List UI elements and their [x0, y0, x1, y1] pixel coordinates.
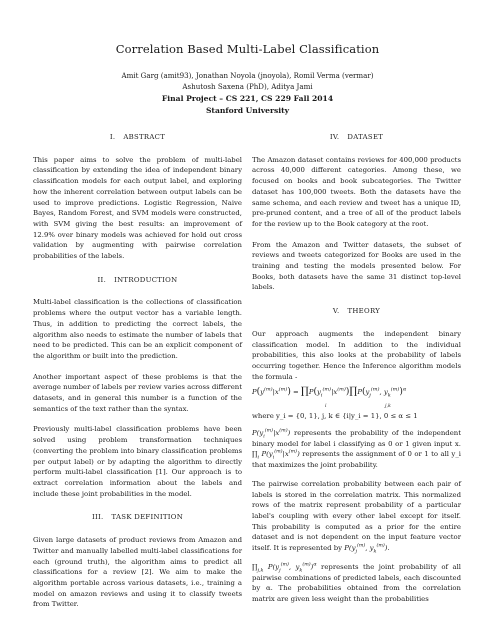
theory-paragraph-1: Our approach augments the independent binary classification model. In addition to the individual probabilities, this also looks at the probability of labels occurring together. Hence the Inference algorithm models the formula -: [252, 329, 461, 381]
left-column: [33, 124, 242, 610]
task-text: Given large datasets of product reviews from Amazon and Twitter and manually labelled multi-label classifications for each (ground truth), the algorithm aims to predict all classifications for a review [2]. We aim to make the algorithm portable across various datasets, i.e., training a model on amazon reviews and using it to classify tweets from Twitter.: [33, 536, 242, 609]
abstract-text: This paper aims to solve the problem of multi-label classification by extending the idea of independent binary classification models for each output label, and exploring how the inherent correlation between output labels can be used to improve predictions. Logistic Regression, Naive Bayes, Random Forest, and SVM models were constructed, with SVM giving the best results: an improvement of 12.9% over binary models was achieved for hold out cross validation by augmenting with pairwise correlation probabilities of the labels.: [33, 155, 242, 261]
university-line: Stanford University: [205, 106, 290, 115]
section-number: V.: [332, 307, 340, 316]
right-column: [252, 124, 461, 605]
author-line-2: Ashutosh Saxena (PhD), Aditya Jami: [182, 82, 313, 91]
section-title: INTRODUCTION: [114, 275, 178, 284]
dataset-paragraph-2: From the Amazon and Twitter datasets, the subset of reviews and tweets categorized for Books are used in the training and testing the models presented below. For Books, both datasets have the same 31 distinct top-level labels.: [252, 240, 461, 292]
theory-paragraph-2a: represents the probability of the independent binary model for label i classifying as 0 or 1 given input x.: [252, 429, 461, 448]
dataset-heading: [252, 132, 461, 143]
section-title: TASK DEFINITION: [111, 513, 184, 522]
paper-title: Correlation Based Multi-Label Classification: [115, 42, 380, 56]
author-line-1: Amit Garg (amit93), Jonathan Noyola (jnoyola), Romil Verma (vermar): [121, 71, 374, 80]
section-number: III.: [91, 513, 104, 522]
section-number: IV.: [329, 133, 340, 141]
introduction-heading: [33, 275, 242, 286]
theory-paragraph-4-text: represents the joint probability of all pairwise combinations of predicted labels, each discounted by α. The probabilities obtained from the correlation matrix are given less weight than the probabilities: [252, 562, 461, 603]
section-number: II.: [97, 275, 107, 284]
section-title: ABSTRACT: [123, 133, 166, 141]
theory-paragraph-2: $P(y_i^{(m)}|x^{(m)})$ represents the probability of the independent binary model for label i classifying as 0 or 1 given input x. $\prod_i$ $P(y_i^{(m)}|x^{(m)})$ represents the assignment of 0 or 1 to all y_i that maximizes the joint probability.: [252, 428, 461, 470]
introduction-paragraph-1: Multi-label classification is the collections of classification problems where the output vector has a variable length. Thus, in addition to predicting the correct labels, the algorithm also needs to estimate the number of labels that need to be predicted. This can be an explicit component of the algorithm or built into the prediction.: [33, 298, 242, 360]
introduction-paragraph-3: Previously multi-label classification problems have been solved using problem transformation techniques (converting the problem into binary classification problems per output label) or by adapting the algorithm to directly perform multi-label classification [1]. Our approach is to extract correlation information about the labels and include these joint probabilities in the model.: [33, 425, 242, 498]
section-title: DATASET: [347, 133, 384, 141]
theory-paragraph-3: The pairwise correlation probability between each pair of labels is stored in the correlation matrix. This normalized rows of the matrix represent probability of a particular label's coupling with every other label except for itself. This probability is computed as a prior for the entire dataset and is not dependent on the input feature vector itself. It is represented by $P(y_j^{(m)}$, $y_k^{(m)}$).: [252, 479, 461, 555]
introduction-paragraph-2: Another important aspect of these problems is that the average number of labels per review varies across different datasets, and in general this number is a function of the semantics of the text rather than the syntax.: [33, 372, 242, 413]
section-title: THEORY: [347, 307, 381, 316]
project-line: Final Project – CS 221, CS 229 Fall 2014: [161, 94, 334, 103]
section-number: I.: [109, 133, 116, 141]
inference-formula: $P(y^{(m)}|x^{(m)})$ = $\prod P(y_i^{(m)}|x^{(m)})\prod P(y_j^{(m)}$, $y_k^{(m)})^\alpha$ i j,k: [252, 386, 407, 410]
dataset-paragraph-1: The Amazon dataset contains reviews for 400,000 products across 40,000 different categories. Among these, we focused on books and book subcategories. The Twitter dataset has 100,000 tweets. Both the datasets have the same schema, and each review and tweet has a unique ID, pre-pruned content, and a tree of all of the product labels for the review up to the Book category at the root.: [252, 155, 461, 228]
theory-where-line: where y_i = {0, 1}, j, k ∈ {i|y_i = 1}, 0 ≤ α ≤ 1: [252, 412, 418, 421]
abstract-heading: [33, 132, 242, 143]
task-heading: [33, 512, 242, 523]
theory-heading: [252, 306, 461, 317]
theory-paragraph-4: $\prod_{j,k}$ $P(y_j^{(m)}$, $y_k^{(m)})^\alpha$ represents the joint probability of all pairwise combinations of predicted labels, each discounted by α. The probabilities obtained from the correlation matrix are given less weight than the probabilities: [252, 562, 461, 603]
theory-paragraph-2b: represents the assignment of 0 or 1 to all y_i that maximizes the joint probability.: [252, 450, 461, 470]
theory-paragraph-3-text: The pairwise correlation probability between each pair of labels is stored in the correlation matrix. This normalized rows of the matrix represent probability of a particular label's coupling with every other label except for itself. This probability is computed as a prior for the entire dataset and is not dependent on the input feature vector itself. It is represented by: [252, 479, 461, 553]
